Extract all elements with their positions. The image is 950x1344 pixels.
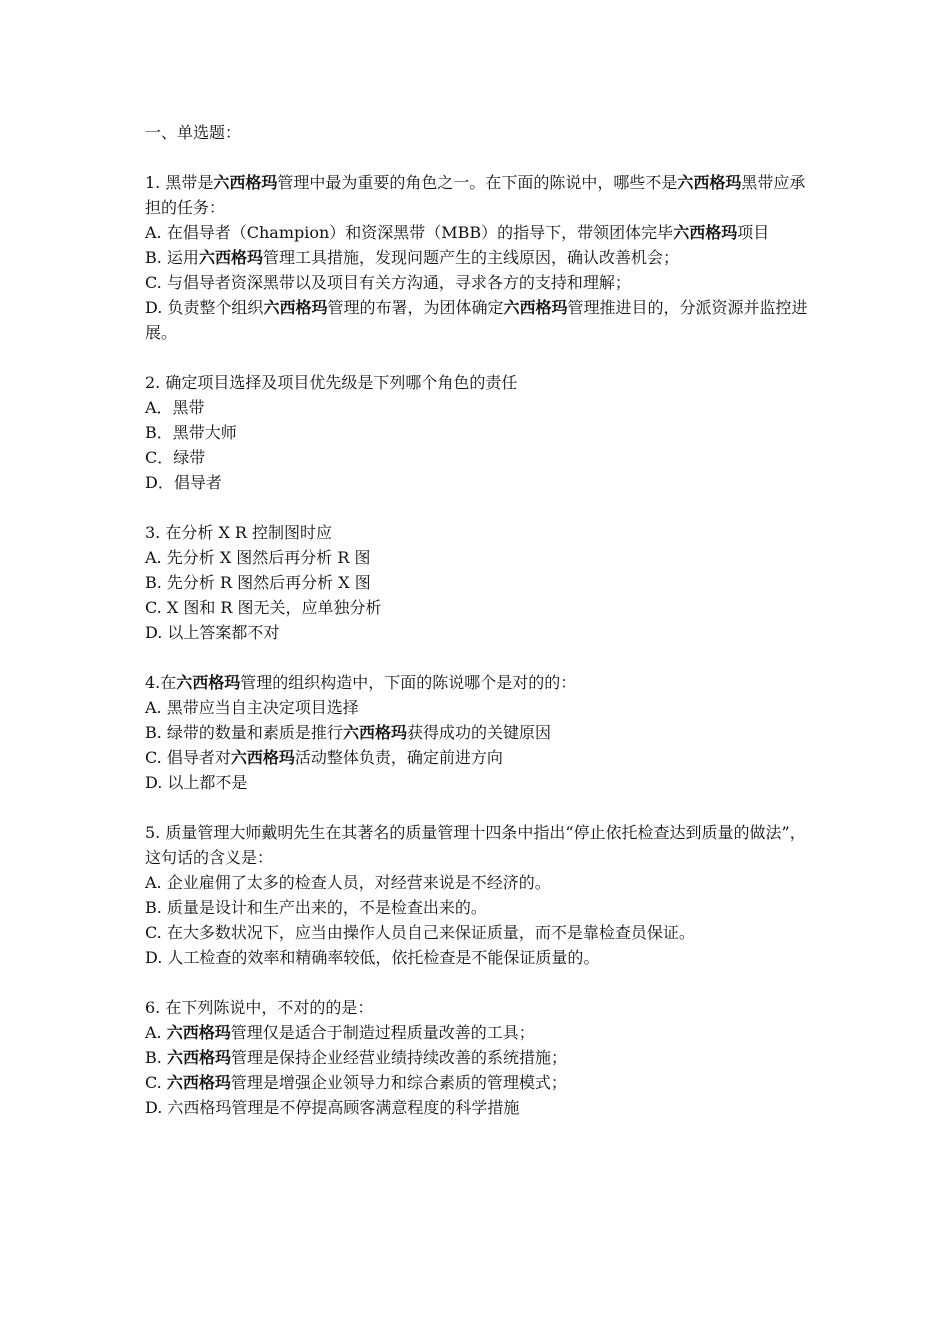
answer-option bbox=[145, 295, 811, 345]
text-segment: C. X 图和 R 图无关，应单独分析 bbox=[145, 598, 382, 617]
question-block bbox=[145, 520, 811, 645]
question-stem bbox=[145, 520, 811, 545]
text-segment: 获得成功的关键原因 bbox=[406, 723, 551, 742]
answer-option bbox=[145, 395, 811, 420]
text-segment: D. 以上答案都不对 bbox=[145, 623, 280, 642]
question-stem bbox=[145, 670, 811, 695]
text-segment: A. 在倡导者（Champion）和资深黑带（MBB）的指导下，带领团体完毕 bbox=[145, 223, 674, 242]
text-segment: D. 人工检查的效率和精确率较低，依托检查是不能保证质量的。 bbox=[145, 948, 600, 967]
answer-option bbox=[145, 895, 811, 920]
text-segment: 管理是保持企业经营业绩持续改善的系统措施； bbox=[230, 1048, 567, 1067]
text-segment: A. 黑带应当自主决定项目选择 bbox=[145, 698, 359, 717]
answer-option bbox=[145, 470, 811, 495]
emphasized-term: 六西格玛 bbox=[213, 173, 278, 192]
answer-option bbox=[145, 220, 811, 245]
text-segment: 黑带应承担的任务： bbox=[145, 173, 806, 217]
answer-option bbox=[145, 595, 811, 620]
text-segment: D．倡导者 bbox=[145, 473, 222, 492]
text-segment: 管理的布署，为团体确定 bbox=[327, 298, 504, 317]
answer-option bbox=[145, 870, 811, 895]
emphasized-term: 六西格玛 bbox=[673, 223, 738, 242]
document-page bbox=[145, 120, 811, 1145]
answer-option bbox=[145, 270, 811, 295]
text-segment: 管理的组织构造中，下面的陈说哪个是对的的： bbox=[240, 673, 577, 692]
text-segment: 管理推进目的，分派资源并监控进展。 bbox=[145, 298, 808, 342]
text-segment: 3. 在分析 X R 控制图时应 bbox=[145, 523, 333, 542]
text-segment: A．黑带 bbox=[145, 398, 205, 417]
text-segment: C. bbox=[145, 1073, 167, 1092]
answer-option bbox=[145, 945, 811, 970]
emphasized-term: 六西格玛 bbox=[166, 1048, 231, 1067]
text-segment: B. 先分析 R 图然后再分析 X 图 bbox=[145, 573, 371, 592]
question-block bbox=[145, 670, 811, 795]
text-segment: 管理工具措施，发现问题产生的主线原因，确认改善机会； bbox=[262, 248, 679, 267]
text-segment: 1. 黑带是 bbox=[145, 173, 214, 192]
text-segment: C．绿带 bbox=[145, 448, 206, 467]
text-segment: 2. 确定项目选择及项目优先级是下列哪个角色的责任 bbox=[145, 373, 518, 392]
answer-option bbox=[145, 245, 811, 270]
answer-option bbox=[145, 1045, 811, 1070]
text-segment: B. 运用 bbox=[145, 248, 199, 267]
question-block bbox=[145, 170, 811, 345]
answer-option bbox=[145, 770, 811, 795]
emphasized-term: 六西格玛 bbox=[176, 673, 241, 692]
question-stem bbox=[145, 170, 811, 220]
text-segment: 管理中最为重要的角色之一。在下面的陈说中，哪些不是 bbox=[277, 173, 678, 192]
section-title: 一、单选题： bbox=[145, 123, 242, 142]
answer-option bbox=[145, 745, 811, 770]
text-segment: D. 六西格玛管理是不停提高顾客满意程度的科学措施 bbox=[145, 1098, 520, 1117]
text-segment: 5. 质量管理大师戴明先生在其著名的质量管理十四条中指出“停止依托检查达到质量的做法”，这句话的含义是： bbox=[145, 823, 806, 867]
answer-option bbox=[145, 720, 811, 745]
text-segment: C. 与倡导者资深黑带以及项目有关方沟通，寻求各方的支持和理解； bbox=[145, 273, 631, 292]
answer-option bbox=[145, 545, 811, 570]
text-segment: 6. 在下列陈说中，不对的的是： bbox=[145, 998, 374, 1017]
answer-option bbox=[145, 445, 811, 470]
answer-option bbox=[145, 420, 811, 445]
text-segment: B．黑带大师 bbox=[145, 423, 237, 442]
answer-option bbox=[145, 620, 811, 645]
question-stem bbox=[145, 820, 811, 870]
answer-option bbox=[145, 1095, 811, 1120]
text-segment: B. 质量是设计和生产出来的，不是检查出来的。 bbox=[145, 898, 487, 917]
emphasized-term: 六西格玛 bbox=[198, 248, 263, 267]
text-segment: C. 倡导者对 bbox=[145, 748, 231, 767]
question-stem bbox=[145, 370, 811, 395]
emphasized-term: 六西格玛 bbox=[677, 173, 742, 192]
text-segment: 活动整体负责，确定前进方向 bbox=[294, 748, 503, 767]
text-segment: A. 企业雇佣了太多的检查人员，对经营来说是不经济的。 bbox=[145, 873, 551, 892]
question-block bbox=[145, 370, 811, 495]
question-stem bbox=[145, 995, 811, 1020]
text-segment: 管理是增强企业领导力和综合素质的管理模式； bbox=[230, 1073, 567, 1092]
text-segment: A. 先分析 X 图然后再分析 R 图 bbox=[145, 548, 371, 567]
text-segment: C. 在大多数状况下，应当由操作人员自己来保证质量，而不是靠检查员保证。 bbox=[145, 923, 695, 942]
text-segment: 4.在 bbox=[145, 673, 177, 692]
text-segment: A. bbox=[145, 1023, 167, 1042]
text-segment: B. 绿带的数量和素质是推行 bbox=[145, 723, 343, 742]
question-block bbox=[145, 995, 811, 1120]
answer-option bbox=[145, 695, 811, 720]
answer-option bbox=[145, 920, 811, 945]
question-block bbox=[145, 820, 811, 970]
emphasized-term: 六西格玛 bbox=[263, 298, 328, 317]
emphasized-term: 六西格玛 bbox=[342, 723, 407, 742]
question-list bbox=[145, 170, 811, 1120]
answer-option bbox=[145, 1020, 811, 1045]
answer-option bbox=[145, 1070, 811, 1095]
text-segment: 管理仅是适合于制造过程质量改善的工具； bbox=[230, 1023, 535, 1042]
emphasized-term: 六西格玛 bbox=[166, 1023, 231, 1042]
text-segment: D. 负责整个组织 bbox=[145, 298, 264, 317]
emphasized-term: 六西格玛 bbox=[230, 748, 295, 767]
answer-option bbox=[145, 570, 811, 595]
emphasized-term: 六西格玛 bbox=[503, 298, 568, 317]
text-segment: D. 以上都不是 bbox=[145, 773, 248, 792]
text-segment: 项目 bbox=[737, 223, 770, 242]
emphasized-term: 六西格玛 bbox=[166, 1073, 231, 1092]
text-segment: B. bbox=[145, 1048, 167, 1067]
